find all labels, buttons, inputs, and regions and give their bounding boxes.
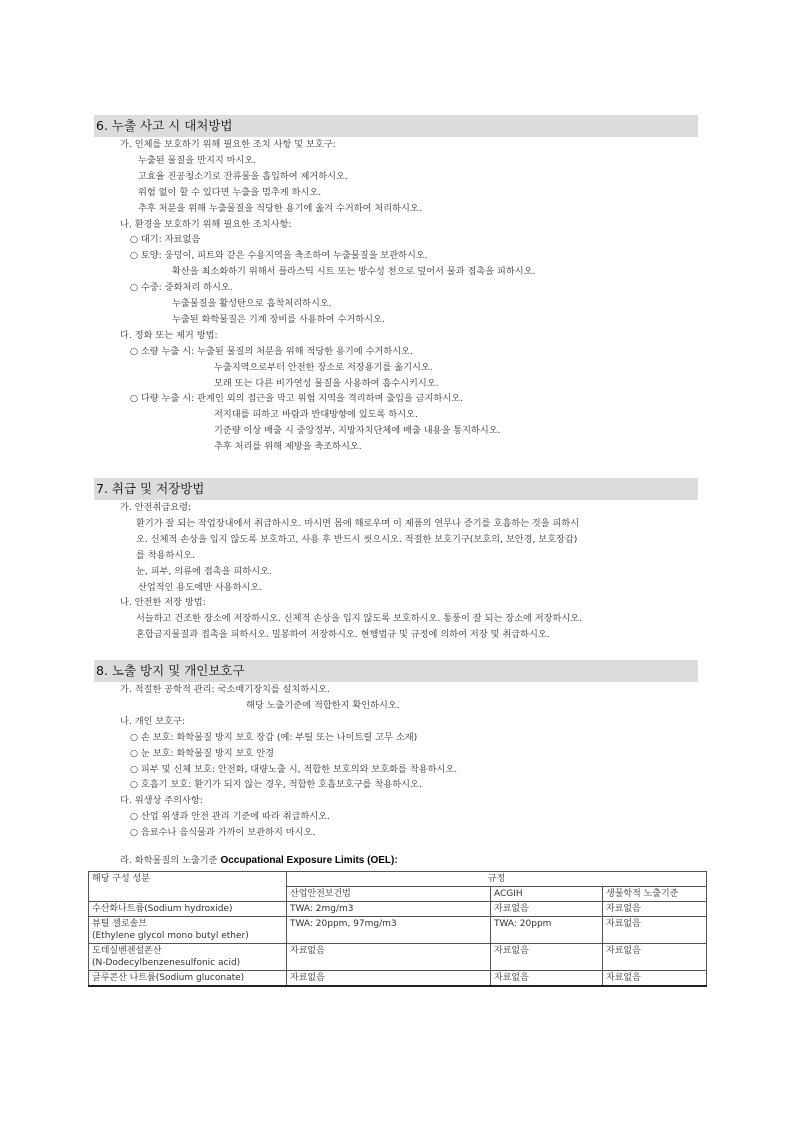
oel-header-bio: 생물학적 노출기준 [603, 887, 707, 902]
oel-header-kosha: 산업안전보건법 [287, 887, 491, 902]
section-line: ○ 손 보호: 화학물질 방지 보호 장갑 (예: 부틸 또는 나이트릴 고무 소재) [130, 731, 418, 743]
section-line: ○ 소량 누출 시: 누출된 물질의 처분을 위해 적당한 용기에 수거하시오. [130, 345, 413, 357]
section-line: 해당 노출기준에 적합한지 확인하시오. [246, 699, 400, 711]
section-line: 누출지역으로부터 안전한 장소로 저장용기를 옮기시오. [214, 361, 433, 373]
oel-row [89, 944, 707, 971]
oel-header-component: 해당 구성 성분 [89, 872, 287, 902]
section-line: 나. 안전한 저장 방법: [120, 597, 206, 609]
section-line: 산업적인 용도에만 사용하시오. [138, 581, 263, 593]
oel-cell-component: 도데실벤젠설폰산 (N-Dodecylbenzenesulfonic acid) [89, 944, 287, 971]
section-line: ○ 음료수나 음식물과 가까이 보관하지 마시오. [130, 827, 316, 839]
oel-cell-component: 뷰틸 셀로솔브 (Ethylene glycol mono butyl ether) [89, 917, 287, 944]
oel-cell-acgih: 자료없음 [491, 971, 603, 987]
oel-cell-component: 글루콘산 나트륨(Sodium gluconate) [89, 971, 287, 987]
oel-cell-bio: 자료없음 [603, 917, 707, 944]
oel-cell-bio: 자료없음 [603, 902, 707, 917]
section-line: 누출된 화학물질은 기계 장비를 사용하여 수거하시오. [172, 313, 385, 325]
oel-cell-kosha: TWA: 2mg/m3 [287, 902, 491, 917]
section-line: 나. 개인 보호구: [120, 715, 186, 727]
section-line: 를 착용하시오. [136, 549, 196, 561]
oel-row [89, 917, 707, 944]
oel-cell-bio: 자료없음 [603, 944, 707, 971]
oel-cell-acgih: 자료없음 [491, 944, 603, 971]
section-heading: 8. 노출 방지 및 개인보호구 [94, 660, 698, 682]
section-line: ○ 눈 보호: 화학물질 방지 보호 안경 [130, 747, 275, 759]
section-line: 위험 없이 할 수 있다면 누출을 멈추게 하시오. [138, 186, 322, 198]
section-line: ○ 피부 및 신체 보호: 안전화, 대량노출 시, 적합한 보호의와 보호화를 착용하시오. [130, 763, 458, 775]
section-line: 서늘하고 건조한 장소에 저장하시오. 신체적 손상을 입지 않도록 보호하시오. 통풍이 잘 되는 장소에 저장하시오. [136, 613, 583, 625]
section-line: ○ 토양: 웅덩이, 피트와 같은 수용지역을 축조하여 누출물질을 보관하시오. [130, 250, 428, 262]
oel-header-regulation: 규정 [287, 872, 707, 887]
oel-cell-kosha: 자료없음 [287, 944, 491, 971]
oel-label-en: Occupational Exposure Limits (OEL): [220, 855, 398, 866]
oel-header-row [89, 872, 707, 887]
oel-cell-acgih: 자료없음 [491, 902, 603, 917]
section-line: ○ 대기: 자료없음 [130, 234, 201, 246]
oel-table [88, 871, 707, 987]
oel-cell-component: 수산화나트륨(Sodium hydroxide) [89, 902, 287, 917]
section-line: 누출된 물질을 만지지 마시오. [138, 154, 257, 166]
section-line: ○ 수중: 중화처리 하시오. [130, 282, 233, 294]
section-line: 오. 신체적 손상을 입지 않도록 보호하고, 사용 후 반드시 씻으시오. 적절한 보호기구(보호의, 보안경, 보호장갑) [136, 533, 578, 545]
section-line: 가. 적절한 공학적 관리: 국소배기장치를 설치하시오. [120, 684, 330, 695]
section-line: 환기가 잘 되는 작업장내에서 취급하시오. 마시면 몸에 해로우며 이 제품의 연무나 증기를 호흡하는 것을 피하시 [136, 517, 580, 529]
section-line: 기준량 이상 배출 시 중앙정부, 지방자치단체에 배출 내용을 통지하시오. [214, 425, 501, 437]
section-line: 가. 안전취급요령: [120, 502, 192, 513]
oel-body [89, 902, 707, 987]
section-line: 모래 또는 다른 비가연성 물질을 사용하여 흡수시키시오. [214, 377, 439, 389]
section-line: 추후 처리를 위해 제방을 축조하시오. [214, 441, 362, 453]
section-line: 나. 환경을 보호하기 위해 필요한 조치사항: [120, 218, 292, 230]
oel-row [89, 902, 707, 917]
oel-label [120, 855, 398, 867]
section-line: ○ 산업 위생과 안전 관리 기준에 따라 취급하시오. [130, 811, 331, 823]
section-line: ○ 호흡기 보호: 환기가 되지 않는 경우, 적합한 호흡보호구를 착용하시오. [130, 779, 422, 791]
section-line: 저지대를 피하고 바람과 반대방향에 있도록 하시오. [214, 409, 418, 421]
oel-cell-kosha: TWA: 20ppm, 97mg/m3 [287, 917, 491, 944]
oel-label-ko: 라. 화학물질의 노출기준 [120, 855, 221, 866]
section-line: 가. 인체를 보호하기 위해 필요한 조치 사항 및 보호구: [120, 139, 336, 150]
section-line: ○ 다량 누출 시: 관계인 외의 접근을 막고 위험 지역을 격리하며 출입을 금지하시오. [130, 393, 464, 405]
section-line: 다. 위생상 주의사항: [120, 795, 203, 807]
section-line: 확산을 최소화하기 위해서 플라스틱 시트 또는 방수성 천으로 덮어서 물과 접촉을 피하시오. [172, 266, 536, 278]
section-line: 눈, 피부, 의류에 접촉을 피하시오. [136, 565, 272, 577]
section-line: 고효율 진공청소기로 잔류물을 흡입하여 제거하시오. [138, 170, 348, 182]
oel-cell-acgih: TWA: 20ppm [491, 917, 603, 944]
oel-header-acgih: ACGIH [491, 887, 603, 902]
oel-cell-kosha: 자료없음 [287, 971, 491, 987]
oel-row [89, 971, 707, 987]
section-heading: 6. 누출 사고 시 대처방법 [94, 115, 698, 137]
section-line: 누출물질을 활성탄으로 흡착처리하시오. [172, 298, 332, 309]
section-line: 혼합금지물질과 접촉을 피하시오. 밀봉하여 저장하시오. 현행법규 및 규정에 의하여 저장 및 취급하시오. [136, 629, 550, 641]
section-line: 추후 처분을 위해 누출물질을 적당한 용기에 옮겨 수거하여 처리하시오. [138, 202, 422, 214]
oel-cell-bio: 자료없음 [603, 971, 707, 987]
section-heading: 7. 취급 및 저장방법 [94, 478, 698, 500]
section-line: 다. 정화 또는 제거 방법: [120, 329, 218, 341]
